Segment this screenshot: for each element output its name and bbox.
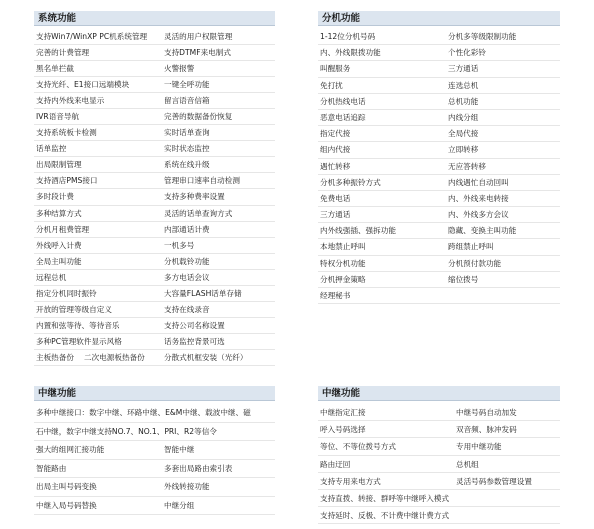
trunk-functions-header: 中继功能 bbox=[34, 386, 275, 401]
feature-row bbox=[34, 125, 275, 141]
feature-item: 分机载铃功能 bbox=[164, 256, 210, 266]
feature-item: 等位、不等位拨号方式 bbox=[320, 442, 396, 452]
feature-row bbox=[318, 110, 560, 126]
feature-item: 支持Win7/WinXP PC机系统管理 bbox=[36, 32, 148, 41]
feature-item: 内、外线来电转接 bbox=[448, 193, 509, 203]
feature-item: 多种PC管理软件显示风格 bbox=[36, 336, 122, 346]
feature-item: 免费电话 bbox=[320, 193, 351, 203]
feature-row bbox=[34, 302, 275, 318]
feature-item: 支持延时、反极、不计费中继计费方式 bbox=[320, 511, 450, 521]
feature-item: 多种中继接口：数字中继、环路中继、E&M中继、载波中继、磁 bbox=[36, 408, 251, 417]
feature-row bbox=[318, 490, 560, 507]
feature-row bbox=[318, 404, 560, 421]
feature-item: 支持酒店PMS接口 bbox=[36, 176, 98, 186]
feature-item: 内外线强插、强拆功能 bbox=[320, 226, 396, 236]
feature-item: 指定代接 bbox=[320, 129, 351, 139]
feature-item: 留言语音信箱 bbox=[164, 96, 210, 106]
feature-row bbox=[318, 191, 560, 207]
feature-row bbox=[318, 159, 560, 175]
feature-row bbox=[34, 270, 275, 286]
feature-row bbox=[34, 404, 275, 423]
feature-item: 灵活号码参数管理设置 bbox=[456, 476, 532, 486]
relay-functions-header: 中继功能 bbox=[318, 386, 560, 401]
feature-row bbox=[34, 45, 275, 61]
feature-item: 无应答转移 bbox=[448, 161, 486, 171]
feature-item: 三方通话 bbox=[448, 64, 479, 74]
feature-item: 分机月租费管理 bbox=[36, 224, 90, 234]
feature-item: 特权分机功能 bbox=[320, 258, 366, 268]
feature-row bbox=[318, 45, 560, 61]
feature-row bbox=[34, 286, 275, 302]
feature-row bbox=[34, 441, 275, 460]
feature-item: 远程总机 bbox=[36, 272, 67, 282]
feature-row bbox=[318, 256, 560, 272]
feature-item: 立即转移 bbox=[448, 145, 479, 155]
feature-row bbox=[318, 61, 560, 77]
feature-row bbox=[34, 460, 275, 479]
feature-item: 支持多种费率设置 bbox=[164, 192, 225, 202]
trunk-functions-panel bbox=[34, 386, 275, 515]
feature-item: 支持光纤、E1接口远端模块 bbox=[36, 80, 130, 90]
extension-functions-list bbox=[318, 29, 560, 304]
feature-row bbox=[34, 109, 275, 125]
feature-row bbox=[318, 175, 560, 191]
extension-functions-header: 分机功能 bbox=[318, 11, 560, 26]
feature-item: 大容量FLASH话单存储 bbox=[164, 288, 242, 298]
feature-item: 支持在线录音 bbox=[164, 304, 210, 314]
feature-item: 分机多等级限制功能 bbox=[448, 32, 517, 41]
feature-item: 叫醒服务 bbox=[320, 64, 351, 74]
feature-row bbox=[318, 78, 560, 94]
feature-item: 外线呼入计费 bbox=[36, 240, 82, 250]
feature-row bbox=[34, 222, 275, 238]
feature-item: 三方通话 bbox=[320, 210, 351, 220]
feature-item: 灵活的用户权限管理 bbox=[164, 32, 233, 41]
feature-item: 灵活的话单查询方式 bbox=[164, 208, 233, 218]
feature-item: 路由迂回 bbox=[320, 459, 351, 469]
feature-item: 智能路由 bbox=[36, 463, 67, 473]
feature-item: 本地禁止呼叫 bbox=[320, 242, 366, 252]
relay-functions-panel bbox=[318, 386, 560, 524]
feature-row bbox=[34, 206, 275, 222]
feature-item: 分机押金策略 bbox=[320, 274, 366, 284]
feature-item: 石中继，数字中继支持NO.7、NO.1、PRI、R2等信令 bbox=[36, 426, 217, 436]
feature-item: 恶意电话追踪 bbox=[320, 112, 366, 122]
feature-row bbox=[34, 478, 275, 497]
feature-item: 内部通话计费 bbox=[164, 224, 210, 234]
feature-item: 火警报警 bbox=[164, 64, 195, 74]
feature-item: 支持内外线来电显示 bbox=[36, 96, 105, 106]
feature-item: 连选总机 bbox=[448, 80, 479, 90]
feature-item: 1-12位分机号码 bbox=[320, 32, 376, 41]
feature-row bbox=[34, 238, 275, 254]
feature-row bbox=[318, 456, 560, 473]
feature-item: 专用中继功能 bbox=[456, 442, 502, 452]
feature-row bbox=[34, 173, 275, 189]
feature-row bbox=[318, 473, 560, 490]
feature-item: 多时段计费 bbox=[36, 192, 74, 202]
feature-row bbox=[318, 126, 560, 142]
feature-item: 黑名单拦截 bbox=[36, 64, 74, 74]
feature-row bbox=[34, 497, 275, 516]
feature-item: 遇忙转移 bbox=[320, 161, 351, 171]
feature-row bbox=[34, 77, 275, 93]
feature-item: 中继指定汇接 bbox=[320, 408, 366, 417]
feature-row bbox=[318, 29, 560, 45]
feature-row bbox=[318, 94, 560, 110]
feature-row bbox=[34, 318, 275, 334]
system-functions-panel bbox=[34, 11, 275, 366]
feature-item: 分机热线电话 bbox=[320, 96, 366, 106]
feature-item: 全局主叫功能 bbox=[36, 256, 82, 266]
feature-item: 分机预付款功能 bbox=[448, 258, 502, 268]
system-functions-list bbox=[34, 29, 275, 366]
feature-row bbox=[318, 223, 560, 239]
feature-item: 缩位拨号 bbox=[448, 274, 479, 284]
feature-item: 内线分组 bbox=[448, 112, 479, 122]
feature-row bbox=[34, 61, 275, 77]
feature-item: 支持DTMF来电制式 bbox=[164, 48, 231, 58]
feature-item: 隐藏、变换主叫功能 bbox=[448, 226, 517, 236]
feature-row bbox=[34, 254, 275, 270]
feature-row bbox=[318, 207, 560, 223]
feature-item: 多方电话会议 bbox=[164, 272, 210, 282]
feature-row bbox=[318, 507, 560, 524]
feature-item: 话务监控背景可选 bbox=[164, 336, 225, 346]
feature-item: 个性化彩铃 bbox=[448, 48, 486, 58]
feature-item: 一键全呼功能 bbox=[164, 80, 210, 90]
feature-item: 分散式机框安装（光纤） bbox=[164, 352, 248, 362]
trunk-functions-list bbox=[34, 404, 275, 515]
relay-functions-list bbox=[318, 404, 560, 524]
feature-row bbox=[34, 189, 275, 205]
extension-functions-panel bbox=[318, 11, 560, 304]
feature-row bbox=[318, 438, 560, 455]
feature-item: 中继号码自动加发 bbox=[456, 408, 517, 417]
feature-item: 内、外线多方会议 bbox=[448, 210, 509, 220]
feature-row bbox=[318, 288, 560, 304]
feature-row bbox=[34, 350, 275, 366]
feature-item: 多种结算方式 bbox=[36, 208, 82, 218]
feature-item: 完善的计费管理 bbox=[36, 48, 90, 58]
feature-row bbox=[318, 142, 560, 158]
feature-item: 总机组 bbox=[456, 459, 479, 469]
feature-item: 出局限制管理 bbox=[36, 160, 82, 170]
feature-item: 系统在线升级 bbox=[164, 160, 210, 170]
feature-item: IVR语音导航 bbox=[36, 112, 80, 122]
feature-item: 开放的管理等级自定义 bbox=[36, 304, 112, 314]
feature-row bbox=[318, 272, 560, 288]
feature-row bbox=[34, 157, 275, 173]
feature-item: 多套出局路由索引表 bbox=[164, 463, 233, 473]
feature-item: 中继分组 bbox=[164, 500, 195, 510]
feature-item: 指定分机同时振铃 bbox=[36, 288, 97, 298]
feature-item: 内、外线限拨功能 bbox=[320, 48, 381, 58]
feature-item: 管理串口速率自动检测 bbox=[164, 176, 240, 186]
feature-item: 双音频、脉冲发码 bbox=[456, 425, 517, 435]
feature-item: 支持公司名称设置 bbox=[164, 320, 225, 330]
feature-row bbox=[34, 423, 275, 442]
feature-item: 中继入局号码替换 bbox=[36, 500, 97, 510]
feature-item: 总机功能 bbox=[448, 96, 479, 106]
feature-item: 支持专用来电方式 bbox=[320, 476, 381, 486]
feature-item: 出局主叫号码变换 bbox=[36, 482, 97, 491]
feature-row bbox=[318, 239, 560, 255]
feature-item: 实时话单查询 bbox=[164, 128, 210, 138]
feature-item: 一机多号 bbox=[164, 240, 195, 250]
system-functions-header: 系统功能 bbox=[34, 11, 275, 26]
feature-item: 呼入号码选择 bbox=[320, 425, 366, 435]
feature-row bbox=[34, 93, 275, 109]
feature-row bbox=[34, 141, 275, 157]
feature-item: 支持系统板卡检测 bbox=[36, 128, 97, 138]
feature-item: 组内代接 bbox=[320, 145, 351, 155]
feature-item: 全局代接 bbox=[448, 129, 479, 139]
feature-item: 外线转接功能 bbox=[164, 482, 210, 491]
feature-item: 主板热备份 二次电源板热备份 bbox=[36, 352, 145, 362]
feature-row bbox=[34, 29, 275, 45]
feature-item: 内线遇忙自动回叫 bbox=[448, 177, 509, 187]
feature-row bbox=[318, 421, 560, 438]
feature-item: 完善的数据备份恢复 bbox=[164, 112, 233, 122]
feature-item: 分机多种振铃方式 bbox=[320, 177, 381, 187]
feature-item: 免打扰 bbox=[320, 80, 343, 90]
feature-item: 话单监控 bbox=[36, 144, 67, 154]
feature-item: 实时状态监控 bbox=[164, 144, 210, 154]
feature-row bbox=[34, 334, 275, 350]
feature-item: 内置和弦等待、等待音乐 bbox=[36, 320, 120, 330]
feature-item: 智能中继 bbox=[164, 445, 195, 454]
feature-item: 经理秘书 bbox=[320, 291, 351, 300]
feature-item: 支持直拨、转接、群呼等中继呼入模式 bbox=[320, 493, 450, 503]
feature-item: 强大的组网汇接功能 bbox=[36, 445, 105, 454]
feature-item: 跨组禁止呼叫 bbox=[448, 242, 494, 252]
